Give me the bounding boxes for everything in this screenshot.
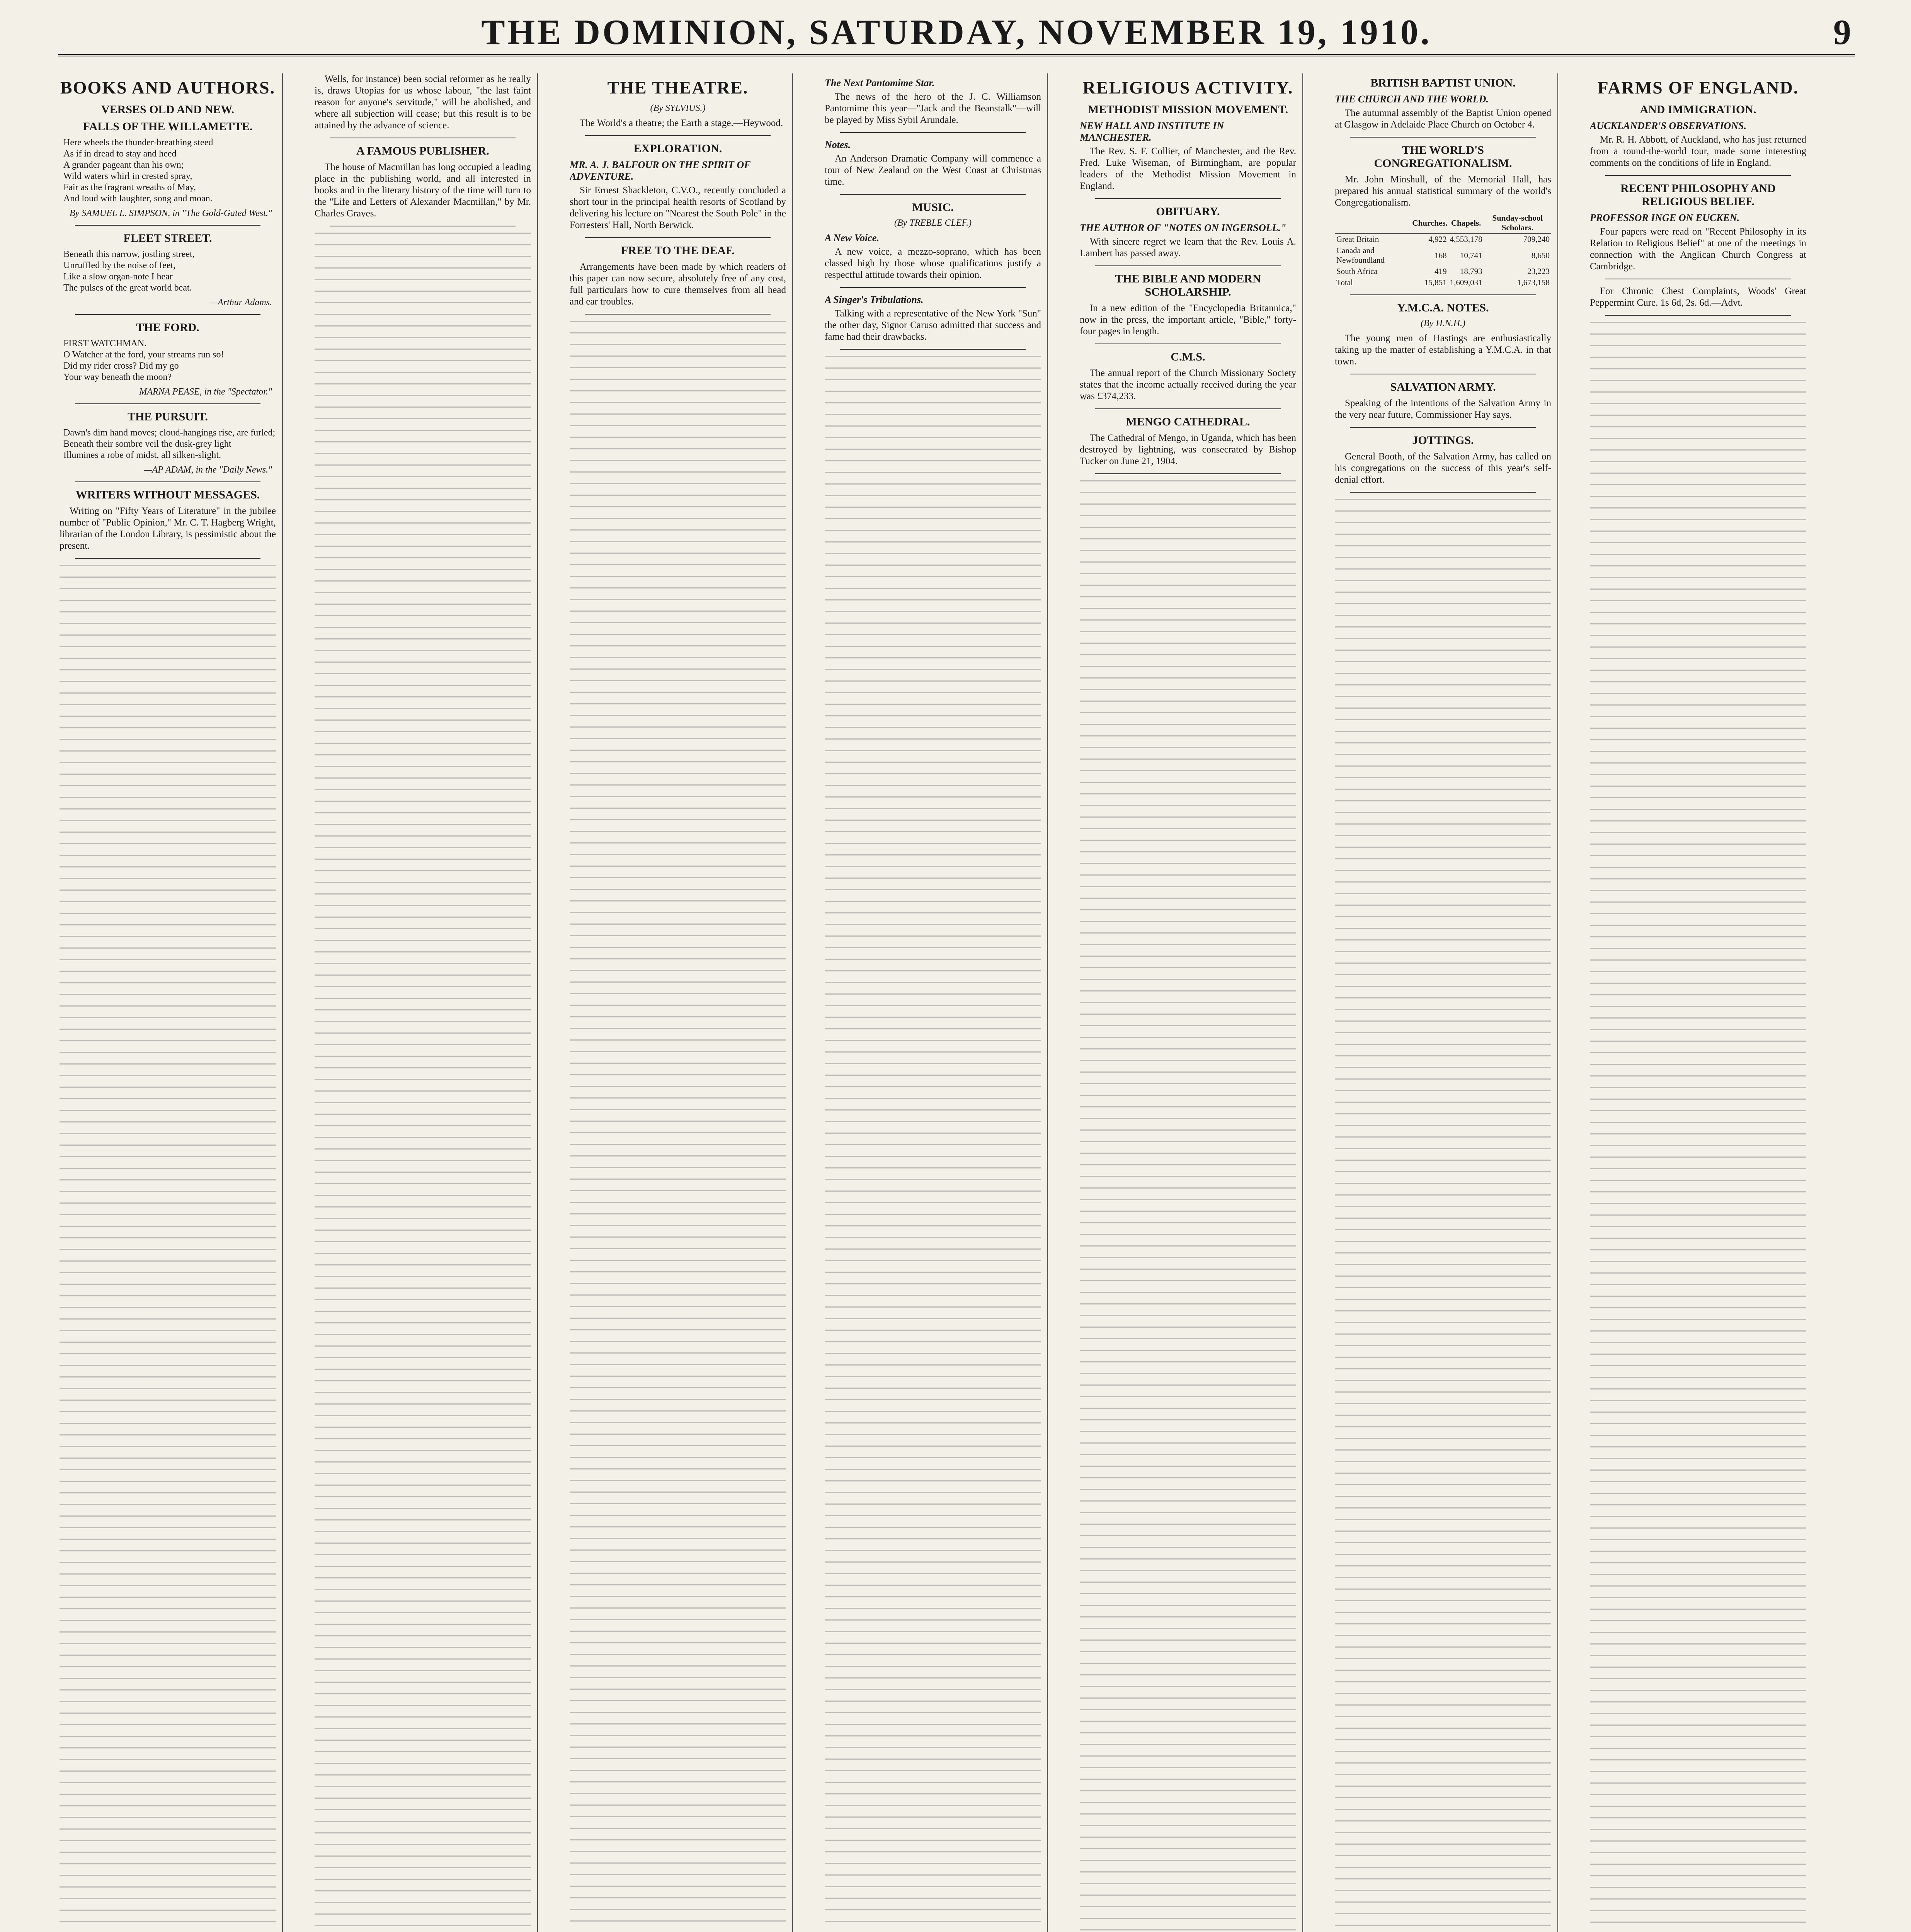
- article-subhead: THE FORD.: [136, 321, 199, 334]
- column-3: [570, 73, 793, 1932]
- column-5: [1080, 73, 1303, 1932]
- section-divider: [1605, 175, 1791, 176]
- table-cell: 18,793: [1460, 267, 1482, 276]
- table-header: Sunday-school Scholars.: [1484, 213, 1551, 234]
- poem-author: —AP ADAM, in the "Daily News.": [144, 465, 272, 475]
- section-divider: [1350, 294, 1536, 295]
- article-subhead: VERSES OLD AND NEW.: [101, 103, 234, 116]
- article: [1335, 381, 1551, 421]
- poem-text: Beneath this narrow, jostling street, Unruffled by the noise of feet, Like a slow organ-note I hear The pulses of the great world beat.: [63, 249, 195, 293]
- article: [1335, 301, 1551, 367]
- section-divider: [75, 225, 260, 226]
- article-text: The house of Macmillan has long occupied a leading place in the publishing world, and all interested in books and in the literary history of the time will turn to the "Life and Letters of Alexander Macmillan," by Mr. Charles Graves.: [315, 162, 531, 219]
- article-subhead: C.M.S.: [1171, 350, 1205, 363]
- article-subhead: Y.M.C.A. NOTES.: [1397, 301, 1489, 314]
- table-cell: 8,650: [1531, 250, 1550, 260]
- article-text: The news of the hero of the J. C. Williamson Pantomime this year—"Jack and the Beanstalk"—will be played by Miss Sybil Arundale.: [825, 92, 1041, 125]
- statistics-table: [1335, 213, 1551, 288]
- article-subhead: MENGO CATHEDRAL.: [1126, 415, 1250, 428]
- column-heading: BOOKS AND AUTHORS.: [60, 78, 276, 97]
- article-subhead: EXPLORATION.: [633, 142, 722, 155]
- table-cell: 1,673,158: [1517, 278, 1550, 287]
- section-divider: [1095, 408, 1281, 409]
- table-cell: 15,851: [1424, 278, 1447, 287]
- newspaper-title: THE DOMINION, SATURDAY, NOVEMBER 19, 1910.: [481, 12, 1432, 52]
- article-small-head: A Singer's Tribulations.: [825, 294, 924, 305]
- article: [825, 294, 1041, 343]
- article-subhead: THE WORLD'S CONGREGATIONALISM.: [1374, 144, 1512, 170]
- poem-author: —Arthur Adams.: [209, 298, 272, 308]
- column-6: [1335, 73, 1558, 1932]
- article: [1080, 415, 1296, 467]
- article-text: A new voice, a mezzo-soprano, which has been classed high by those whose qualifications justify a respectful attitude towards their opinion.: [825, 247, 1041, 280]
- section-divider: [585, 237, 771, 238]
- section-divider: [75, 403, 260, 404]
- article-subhead: AND IMMIGRATION.: [1640, 103, 1756, 116]
- table-row: [1335, 266, 1551, 277]
- article-small-head: MR. A. J. BALFOUR ON THE SPIRIT OF ADVENTURE.: [570, 159, 751, 182]
- article-small-head: NEW HALL AND INSTITUTE IN MANCHESTER.: [1080, 120, 1224, 143]
- dense-text-lines: [60, 565, 276, 1932]
- column-1: [60, 73, 283, 1932]
- table-row: [1335, 234, 1551, 245]
- article-text: Mr. R. H. Abbott, of Auckland, who has just returned from a round-the-world tour, made some interesting comments on the conditions of life in England.: [1590, 134, 1806, 168]
- section-divider: [1605, 315, 1791, 316]
- article-text: The World's a theatre; the Earth a stage.—Heywood.: [580, 118, 783, 128]
- column-4: [825, 73, 1048, 1932]
- page-number: 9: [1833, 12, 1851, 52]
- dense-text-lines: [825, 356, 1041, 1932]
- article: [1080, 350, 1296, 402]
- article-subhead: BRITISH BAPTIST UNION.: [1370, 77, 1516, 89]
- table-header: [1335, 213, 1411, 234]
- table-header: Chapels.: [1448, 213, 1484, 234]
- article: [60, 232, 276, 308]
- table-cell: Great Britain: [1336, 235, 1379, 244]
- article-small-head: PROFESSOR INGE ON EUCKEN.: [1590, 212, 1740, 223]
- article-text: The young men of Hastings are enthusiastically taking up the matter of establishing a Y.M.C.A. in that town.: [1335, 333, 1551, 367]
- article-text: General Booth, of the Salvation Army, has called on his congregations on the success of this year's self-denial effort.: [1335, 451, 1551, 485]
- section-divider: [75, 481, 260, 482]
- article: [570, 244, 786, 308]
- article-text: Mr. John Minshull, of the Memorial Hall, has prepared his annual statistical summary of the world's Congregationalism.: [1335, 174, 1551, 208]
- section-divider: [585, 314, 771, 315]
- article-subhead: A FAMOUS PUBLISHER.: [356, 145, 489, 157]
- poem-text: Dawn's dim hand moves; cloud-hangings rise, are furled; Beneath their sombre veil the dusk-grey light Illumines a robe of midst, all silken-slight.: [63, 428, 276, 460]
- article: [1590, 286, 1806, 309]
- article-text: In a new edition of the "Encyclopedia Britannica," now in the press, the important article, "Bible," forty-four pages in length.: [1080, 303, 1296, 337]
- column-heading: RELIGIOUS ACTIVITY.: [1082, 78, 1293, 97]
- table-cell: 1,609,031: [1450, 278, 1482, 287]
- article: [1335, 434, 1551, 486]
- article-text: An Anderson Dramatic Company will commence a tour of New Zealand on the West Coast at Christmas time.: [825, 153, 1041, 187]
- article-text: The annual report of the Church Missionary Society states that the income actually received during the year was £374,233.: [1080, 368, 1296, 401]
- dense-text-lines: [1590, 322, 1806, 1932]
- article-subhead: OBITUARY.: [1156, 205, 1220, 218]
- article-text: For Chronic Chest Complaints, Woods' Great Peppermint Cure. 1s 6d, 2s. 6d.—Advt.: [1590, 286, 1806, 308]
- section-divider: [585, 135, 771, 136]
- poem-author: By SAMUEL L. SIMPSON, in "The Gold-Gated West.": [69, 208, 272, 218]
- column-heading: THE THEATRE.: [607, 78, 749, 97]
- article: [1080, 205, 1296, 259]
- article-text: The autumnal assembly of the Baptist Union opened at Glasgow in Adelaide Place Church on October 4.: [1335, 108, 1551, 130]
- article-subhead: RECENT PHILOSOPHY AND RELIGIOUS BELIEF.: [1620, 182, 1776, 208]
- article: [1590, 103, 1806, 169]
- section-divider: [1350, 492, 1536, 493]
- masthead: [58, 8, 1855, 56]
- section-divider: [840, 194, 1026, 195]
- article: [60, 410, 276, 475]
- table-cell: 168: [1435, 250, 1447, 260]
- article-text: Four papers were read on "Recent Philosophy in its Relation to Religious Belief" at one of the meetings in connection with the Anglican Church Congress at Cambridge.: [1590, 226, 1806, 272]
- article-subhead: WRITERS WITHOUT MESSAGES.: [75, 488, 260, 501]
- article-small-head: Notes.: [825, 139, 851, 150]
- section-divider: [1095, 473, 1281, 474]
- article: [1335, 144, 1551, 288]
- column-heading: FARMS OF ENGLAND.: [1597, 78, 1799, 97]
- article-small-head: A New Voice.: [825, 232, 879, 243]
- article: [60, 321, 276, 397]
- dense-text-lines: [570, 321, 786, 1932]
- article: [1080, 272, 1296, 337]
- poem-text: FIRST WATCHMAN. O Watcher at the ford, your streams run so! Did my rider cross? Did my go Your way beneath the moon?: [63, 338, 224, 382]
- table-row: [1335, 245, 1551, 266]
- article-text: Speaking of the intentions of the Salvation Army in the very near future, Commissioner Hay says.: [1335, 398, 1551, 420]
- article: [570, 142, 786, 231]
- article: [315, 145, 531, 219]
- table-row: [1335, 277, 1551, 288]
- article-subhead: FREE TO THE DEAF.: [621, 244, 735, 257]
- article-subhead: METHODIST MISSION MOVEMENT.: [1087, 103, 1288, 116]
- poem-author: MARNA PEASE, in the "Spectator.": [139, 387, 272, 397]
- article: [1080, 103, 1296, 192]
- article-text: Arrangements have been made by which readers of this paper can now secure, absolutely free of any cost, full particulars how to cure themselves from all head and ear troubles.: [570, 262, 786, 307]
- section-divider: [840, 349, 1026, 350]
- article-small-head: AUCKLANDER'S OBSERVATIONS.: [1590, 120, 1747, 131]
- column-7: [1590, 73, 1812, 1932]
- table-cell: 419: [1435, 267, 1447, 276]
- article: [60, 103, 276, 219]
- article-text: With sincere regret we learn that the Rev. Louis A. Lambert has passed away.: [1080, 236, 1296, 259]
- article-subhead: THE BIBLE AND MODERN SCHOLARSHIP.: [1115, 272, 1261, 298]
- article-text: Sir Ernest Shackleton, C.V.O., recently concluded a short tour in the principal health resorts of Scotland by delivering his lecture on "Nearest the South Pole" in the Forresters' Hall, North Berwick.: [570, 185, 786, 230]
- table-cell: 10,741: [1460, 250, 1482, 260]
- article-byline: (By TREBLE CLEF.): [894, 218, 972, 228]
- article-subhead: MUSIC.: [912, 201, 954, 214]
- article-text: Writing on "Fifty Years of Literature" in the jubilee number of "Public Opinion," Mr. C. T. Hagberg Wright, librarian of the London Library, is pessimistic about the present.: [60, 506, 276, 551]
- section-divider: [1350, 427, 1536, 428]
- article: [315, 73, 531, 131]
- article: [825, 139, 1041, 188]
- article-text: Wells, for instance) been social reformer as he really is, draws Utopias for us whose labour, "the last faint reason for anyone's servitude," will be abolished, and where all subjection will cease; but this result is to be attained by the advance of science.: [315, 74, 531, 131]
- section-divider: [75, 314, 260, 315]
- dense-text-lines: [1080, 480, 1296, 1932]
- article-byline: (By SYLVIUS.): [650, 103, 706, 113]
- article-subhead: FLEET STREET.: [123, 232, 212, 245]
- table-cell: Canada and Newfoundland: [1336, 246, 1385, 265]
- table-cell: 4,922: [1428, 235, 1447, 244]
- section-divider: [840, 287, 1026, 288]
- poem-title: FALLS OF THE WILLAMETTE.: [83, 120, 253, 133]
- article-text: Talking with a representative of the New York "Sun" the other day, Signor Caruso admitted that success and fame had their drawbacks.: [825, 308, 1041, 342]
- dense-text-lines: [1335, 499, 1551, 1932]
- article-text: The Cathedral of Mengo, in Uganda, which has been destroyed by lightning, was consecrated by Bishop Tucker on June 21, 1904.: [1080, 433, 1296, 466]
- section-divider: [840, 132, 1026, 133]
- article-small-head: THE CHURCH AND THE WORLD.: [1335, 94, 1489, 105]
- article-subhead: THE PURSUIT.: [128, 410, 208, 423]
- article-small-head: THE AUTHOR OF "NOTES ON INGERSOLL.": [1080, 222, 1286, 233]
- table-cell: 709,240: [1523, 235, 1550, 244]
- table-cell: South Africa: [1336, 267, 1378, 276]
- article: [1590, 182, 1806, 272]
- article: [570, 103, 786, 129]
- article-text: The Rev. S. F. Collier, of Manchester, and the Rev. Fred. Luke Wiseman, of Birmingham, are popular leaders of the Methodist Mission Movement in England.: [1080, 146, 1296, 191]
- article: [825, 201, 1041, 281]
- column-2: [315, 73, 538, 1932]
- article-subhead: SALVATION ARMY.: [1390, 381, 1496, 393]
- section-divider: [75, 558, 260, 559]
- table-cell: 23,223: [1527, 267, 1550, 276]
- table-cell: 4,553,178: [1450, 235, 1482, 244]
- table-cell: Total: [1336, 278, 1353, 287]
- article: [1335, 77, 1551, 131]
- article-subhead: JOTTINGS.: [1412, 434, 1474, 447]
- section-divider: [1350, 137, 1536, 138]
- section-divider: [1095, 198, 1281, 199]
- article: [60, 488, 276, 552]
- dense-text-lines: [315, 233, 531, 1932]
- section-divider: [1095, 265, 1281, 266]
- article: [825, 77, 1041, 126]
- article-small-head: The Next Pantomime Star.: [825, 77, 935, 88]
- poem-text: Here wheels the thunder-breathing steed As if in dread to stay and heed A grander pageant than his own; Wild waters whirl in crested spray, Fair as the fragrant wreaths of May, And loud with laughter, song and moan.: [63, 138, 213, 204]
- table-header: Churches.: [1411, 213, 1448, 234]
- article-byline: (By H.N.H.): [1421, 318, 1465, 328]
